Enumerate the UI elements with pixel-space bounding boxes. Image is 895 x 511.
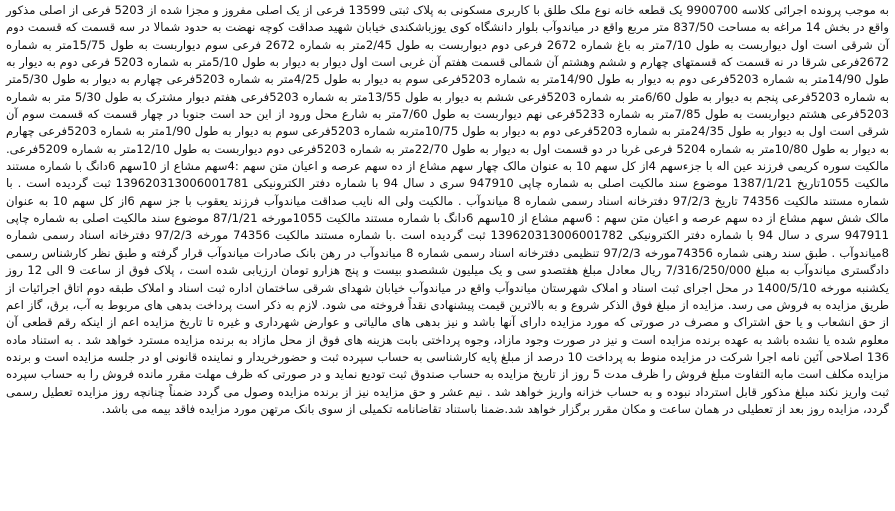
notice-body-text: به موجب پرونده اجرائی کلاسه 9900700 یک قطعه خانه نوع ملک طلق با کاربری مسکونی به پلاک ثبتی 13599 فرعی از یک اصلی مفروز و مجزا شده از 5203 فرعی از اصلی مذکور واقع در بخش 14 مراغه به مساحت 837/50 متر مربع واقع در میاندوآب بلوار دانشگاه کوی یوزباشکندی خیابان شهید صداقت کوچه نهضت به حدود شمالا در سه قسمت که قسمت دوم آن شرقی است اول دیواربست به طول 7/10متر به باغ شماره 2672 فرعی دوم دیواربست به طول 2/45متر به شماره 2672 فرعی سوم دیواربست به طول 15/75متر به شماره 2672فرعی شرقا در نه قسمت که قسمتهای چهارم و ششم وهشتم آن شمالی قسمت هفتم آن غربی است اول دیوار به دیوار به طول 5/10متر به شماره 5203 فرعی دوم به دیوار به طول 14/90متر به شماره 5203فرعی دوم به دیوار به طول 14/90متر به شماره 5203فرعی سوم به دیوار به طول 4/25متر به شماره 5203فرعی چهارم به دیوار به طول 5/30متر به شماره 5203فرعی پنجم به دیوار به طول 6/60متر به شماره 5203فرعی ششم به دیوار به طول 13/55متر به شماره 5203فرعی هفتم دیوار مشترک به طول 5/30 متر به شماره 5203فرعی هشتم دیواربست به طول 7/85متر به شماره 5233فرعی نهم دیواربست به طول 7/60متر به شارع محل ورود از این حد است جنوبا در چهار قسمت که قسمت سوم آن شرقی است اول به دیوار به طول 24/35متر به شماره 5203فرعی دوم به دیوار به طول 10/75متربه شماره 5203فرعی سوم به دیوار به طول 1/90متر به شماره 5203فرعی چهارم به دیوار به طول 10/80متر به شماره 5204 فرعی غربا در دو قسمت اول به دیوار به طول 22/70متر به شماره 5203فرعی دوم دیواربست به طول 12/10متر به شماره 5209فرعی. مالکیت سوره کریمی فرزند عین اله با جزءسهم 4از کل سهم 10 به عنوان مالک چهار سهم مشاع از ده سهم عرصه و اعیان متن سهم :4سهم مشاع از 10سهم 6دانگ با شماره مستند مالکیت 1055تاریخ 1387/1/21 موضوع سند مالکیت اصلی به شماره چاپی 947910 سری د سال 94 با شماره دفتر الکترونیکی 139620313006001781 ثبت گردیده است . با شماره مستند مالکیت 74356 تاریخ 97/2/3 دفترخانه اسناد رسمی شماره 8 میاندوآب . مالکیت ولی اله نایب صداقت میاندوآب فرزند یعقوب با جز سهم 6از کل سهم 10 به عنوان مالک شش سهم مشاع از ده سهم عرصه و اعیان متن سهم : 6سهم مشاع از 10سهم 6دانگ با شماره مستند مالکیت 1055مورخه 87/1/21 موضوع سند مالکیت اصلی به شماره چاپی 947911 سری د سال 94 با شماره دفتر الکترونیکی 139620313006001782 ثبت گردیده است .با شماره مستند مالکیت 74356 مورخه 97/2/3 دفترخانه اسناد رسمی شماره 8میاندوآب . طبق سند رهنی شماره 74356مورخه 97/2/3 تنظیمی دفترخانه اسناد رسمی شماره 8 میاندوآب در رهن بانک صادرات میاندوآب قرار گرفته و طبق نظر کارشناس رسمی دادگستری میاندوآب به مبلغ 7/316/250/000 ریال معادل مبلغ هفتصدو سی و یک میلیون ششصدو بیست و پنج هزارو تومان ارزیابی شده است ، پلاک فوق از ساعت 9 الی 12 روز یکشنبه مورخه 1400/5/10 در محل اجرای ثبت اسناد و املاک شهرستان میاندوآب واقع در میاندوآب خیابان شهدای شرقی ساختمان اداره ثبت اسناد و املاک طبقه دوم اتاق اجرائیات از طریق مزایده به فروش می رسد. مزایده از مبلغ فوق الذکر شروع و به بالاترین قیمت پیشنهادی نقداً فروخته می شود. لازم به ذکر است پرداخت بدهی های مربوط به آب، برق، گاز اعم از حق انشعاب و یا حق اشتراک و مصرف در صورتی که مورد مزایده دارای آنها باشد و نیز بدهی های مالیاتی و عوارض شهرداری و غیره تا تاریخ مزایده اعم از اینکه رقم قطعی آن معلوم شده یا نشده باشد به عهده برنده مزایده است و نیز در صورت وجود مازاد، وجوه پرداختی بابت هزینه های فوق از محل مازاد به برنده مزایده مسترد خواهد شد . به استناد ماده 136 اصلاحی آئین نامه اجرا شرکت در مزایده منوط به پرداخت 10 درصد از مبلغ پایه کارشناسی به حساب سپرده ثبت و حضورخریدار و نماینده قانونی او در جلسه مزایده است و برنده مزایده مکلف است مابه التفاوت مبلغ فروش را ظرف مدت 5 روز از تاریخ مزایده به حساب صندوق ثبت تودیع نماید و در صورتی که ظرف مهلت مقرر مانده فروش را به حساب سپرده ثبت واریز نکند مبلغ مذکور قابل استرداد نبوده و به حساب خزانه واریز خواهد شد . نیم عشر و حق مزایده نیز از برنده مزایده وصول می گردد ضمناً چنانچه روز مزایده تعطیل رسمی گردد، مزایده روز بعد از تعطیلی در همان ساعت و مکان مقرر برگزار خواهد شد.ضمنا باستناد تقاضانامه تکمیلی از سوی بانک مرتهن مورد مزایده فاقد بیمه می باشد. [6, 3, 890, 416]
